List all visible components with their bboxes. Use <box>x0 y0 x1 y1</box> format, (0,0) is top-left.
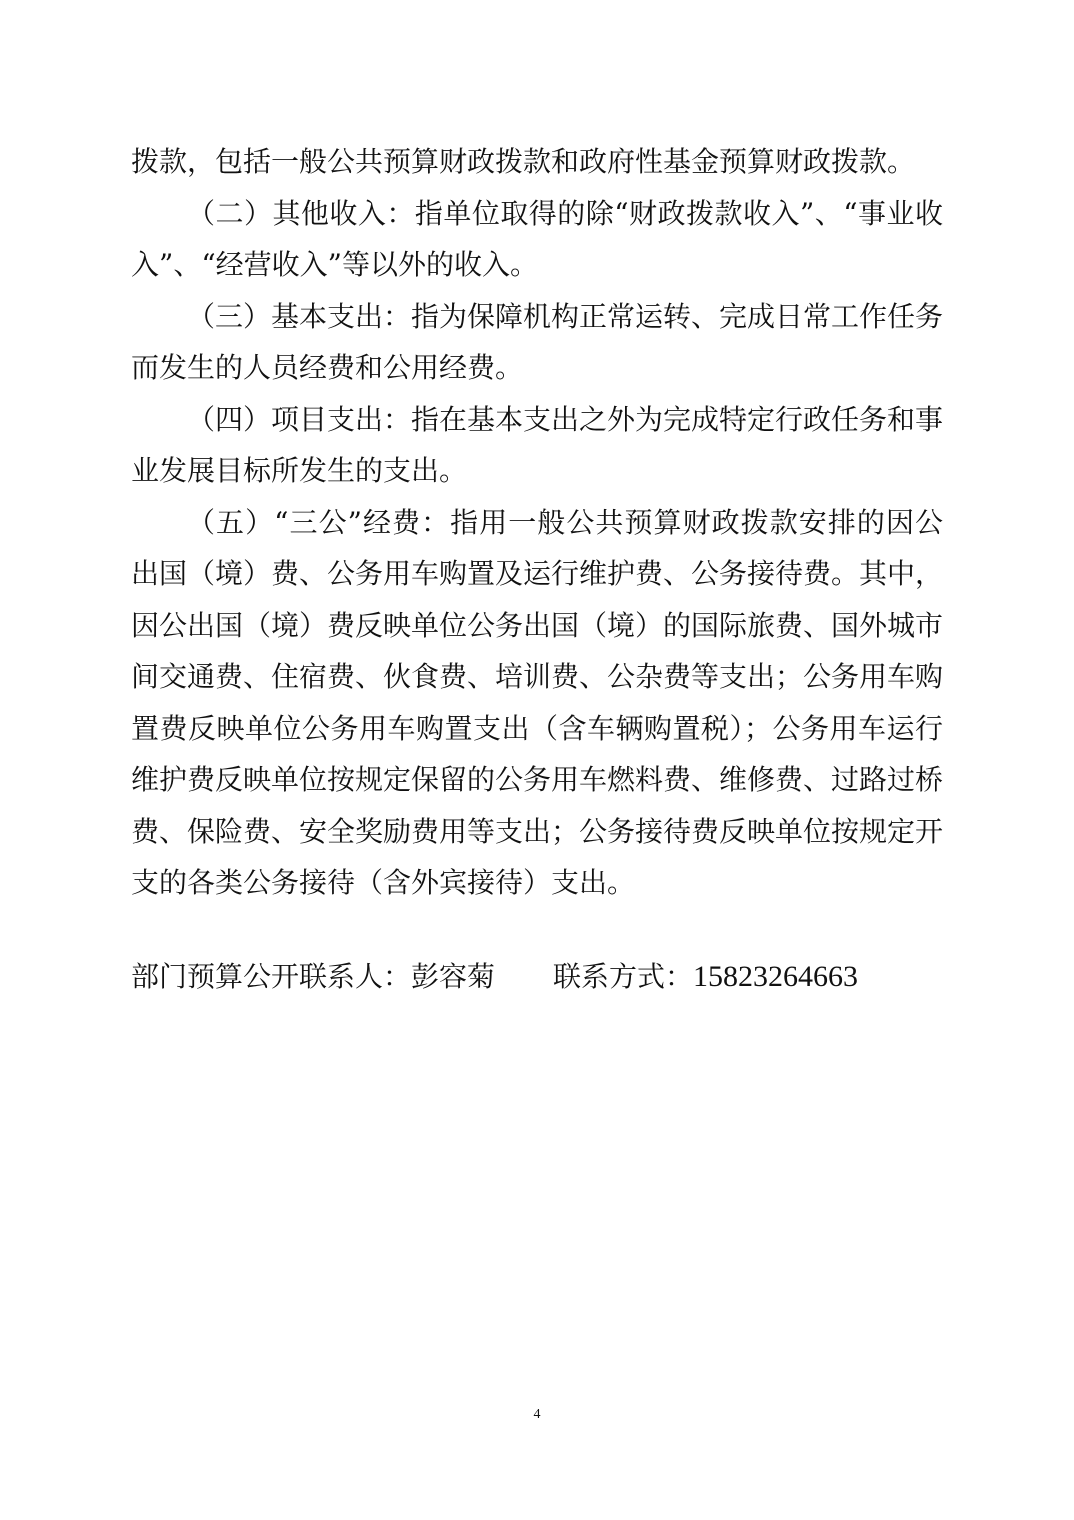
paragraph-other-income: （二）其他收入：指单位取得的除“财政拨款收入”、“事业收入”、“经营收入”等以外的收入。 <box>131 196 943 281</box>
contact-phone: 15823264663 <box>693 960 859 993</box>
contact-person-name: 彭容菊 <box>411 960 496 993</box>
contact-person-label: 部门预算公开联系人： <box>131 960 412 993</box>
contact-line <box>131 951 943 1003</box>
body-text <box>131 136 943 909</box>
page-number: 4 <box>533 1407 541 1422</box>
contact-method-label: 联系方式： <box>553 960 694 993</box>
paragraph-project-expenditure: （四）项目支出：指在基本支出之外为完成特定行政任务和事业发展目标所发生的支出。 <box>131 402 944 487</box>
paragraph-three-public-expenses: （五）“三公”经费：指用一般公共预算财政拨款安排的因公出国（境）费、公务用车购置及运行维护费、公务接待费。其中，因公出国（境）费反映单位公务出国（境）的国际旅费、国外城市间交通费、住宿费、伙食费、培训费、公杂费等支出；公务用车购置费反映单位公务用车购置支出（含车辆购置税）；公务用车运行维护费反映单位按规定保留的公务用车燃料费、维修费、过路过桥费、保险费、安全奖励费用等支出；公务接待费反映单位按规定开支的各类公务接待（含外宾接待）支出。 <box>131 505 944 899</box>
paragraph-continuation: 拨款，包括一般公共预算财政拨款和政府性基金预算财政拨款。 <box>131 145 916 178</box>
paragraph-basic-expenditure: （三）基本支出：指为保障机构正常运转、完成日常工作任务而发生的人员经费和公用经费。 <box>131 299 944 384</box>
